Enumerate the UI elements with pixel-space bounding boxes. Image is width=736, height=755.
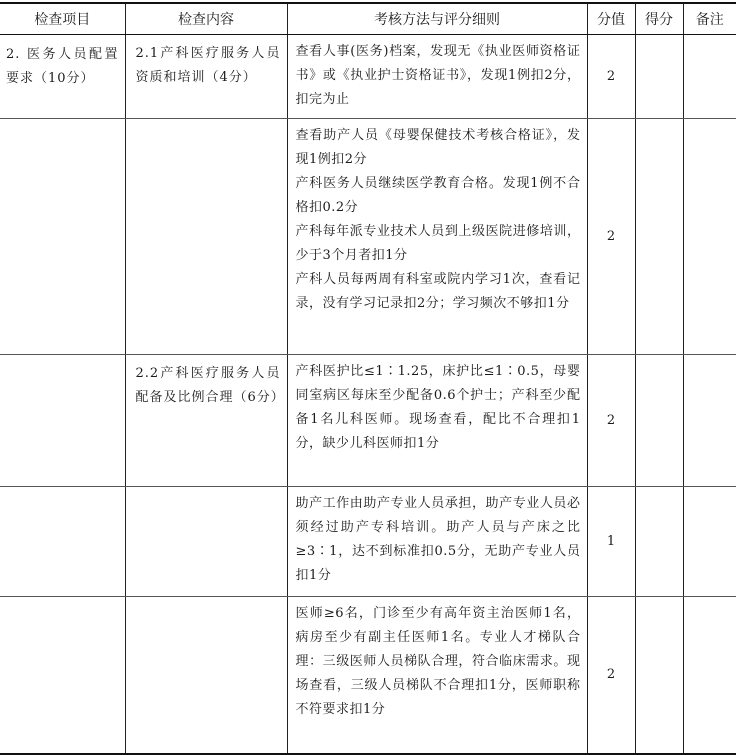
item-cell bbox=[0, 119, 125, 355]
table-row bbox=[0, 355, 736, 487]
method-line: 查看助产人员《母婴保健技术考核合格证》，发现1例扣2分 bbox=[295, 128, 581, 167]
remarks-cell bbox=[683, 597, 736, 754]
table-row bbox=[0, 487, 736, 597]
earned-cell bbox=[635, 35, 683, 119]
header-item: 检查项目 bbox=[0, 3, 125, 35]
method-line: 医师≥6名，门诊至少有高年资主治医师1名，病房至少有副主任医师1名。专业人才梯队合理：三级医师人员梯队合理，符合临床需求。现场查看，三级人员梯队不合理扣1分，医师职称不符要求扣1分 bbox=[295, 606, 581, 717]
header-method: 考核方法与评分细则 bbox=[287, 3, 587, 35]
remarks-cell bbox=[683, 35, 736, 119]
remarks-cell bbox=[683, 355, 736, 487]
remarks-cell bbox=[683, 487, 736, 597]
score-cell: 2 bbox=[587, 597, 635, 754]
method-line: 产科人员每两周有科室或院内学习1次，查看记录，没有学习记录扣2分；学习频次不够扣1分 bbox=[295, 272, 581, 311]
content-cell bbox=[125, 119, 287, 355]
item-cell bbox=[0, 355, 125, 487]
method-cell bbox=[287, 355, 587, 487]
method-cell bbox=[287, 597, 587, 754]
method-line: 产科每年派专业技术人员到上级医院进修培训，少于3个月者扣1分 bbox=[295, 224, 581, 263]
item-text bbox=[0, 487, 125, 495]
content-text: 2.1产科医疗服务人员资质和培训（4分） bbox=[135, 46, 281, 85]
score-cell: 2 bbox=[587, 355, 635, 487]
item-text bbox=[0, 355, 125, 363]
header-score: 分值 bbox=[587, 3, 635, 35]
content-text bbox=[126, 597, 287, 604]
method-line: 查看人事(医务)档案，发现无《执业医师资格证书》或《执业护士资格证书》，发现1例扣2分，扣完为止 bbox=[295, 44, 581, 107]
item-cell bbox=[0, 597, 125, 754]
table-row bbox=[0, 597, 736, 754]
remarks-cell bbox=[683, 119, 736, 355]
header-row bbox=[0, 3, 736, 35]
earned-cell bbox=[635, 597, 683, 754]
content-text bbox=[126, 119, 287, 126]
header-earned: 得分 bbox=[635, 3, 683, 35]
method-cell bbox=[287, 487, 587, 597]
header-remarks: 备注 bbox=[683, 3, 736, 35]
content-cell bbox=[125, 355, 287, 487]
method-line: 产科医务人员继续医学教育合格。发现1例不合格扣0.2分 bbox=[295, 176, 581, 215]
method-line: 产科医护比≤1∶1.25，床护比≤1∶0.5，母婴同室病区每床至少配备0.6个护士；产科至少配备1名儿科医师。现场查看，配比不合理扣1分，缺少儿科医师扣1分 bbox=[295, 364, 581, 451]
score-cell: 2 bbox=[587, 119, 635, 355]
item-cell bbox=[0, 487, 125, 597]
method-cell bbox=[287, 35, 587, 119]
method-line: 助产工作由助产专业人员承担，助产专业人员必须经过助产专科培训。助产人员与产床之比≥3∶1，达不到标准扣0.5分，无助产专业人员扣1分 bbox=[295, 496, 581, 583]
score-cell: 1 bbox=[587, 487, 635, 597]
table-row bbox=[0, 35, 736, 119]
content-text: 2.2产科医疗服务人员配备及比例合理（6分） bbox=[135, 366, 285, 405]
content-text bbox=[126, 487, 287, 494]
item-cell bbox=[0, 35, 125, 119]
earned-cell bbox=[635, 119, 683, 355]
earned-cell bbox=[635, 355, 683, 487]
table-row bbox=[0, 119, 736, 355]
content-cell bbox=[125, 487, 287, 597]
item-text bbox=[0, 597, 125, 605]
inspection-table bbox=[0, 2, 736, 755]
header-content: 检查内容 bbox=[125, 3, 287, 35]
item-text bbox=[0, 119, 125, 127]
score-cell: 2 bbox=[587, 35, 635, 119]
item-text: 2. 医务人员配置要求（10分） bbox=[6, 47, 119, 86]
content-cell bbox=[125, 35, 287, 119]
content-cell bbox=[125, 597, 287, 754]
earned-cell bbox=[635, 487, 683, 597]
method-cell bbox=[287, 119, 587, 355]
